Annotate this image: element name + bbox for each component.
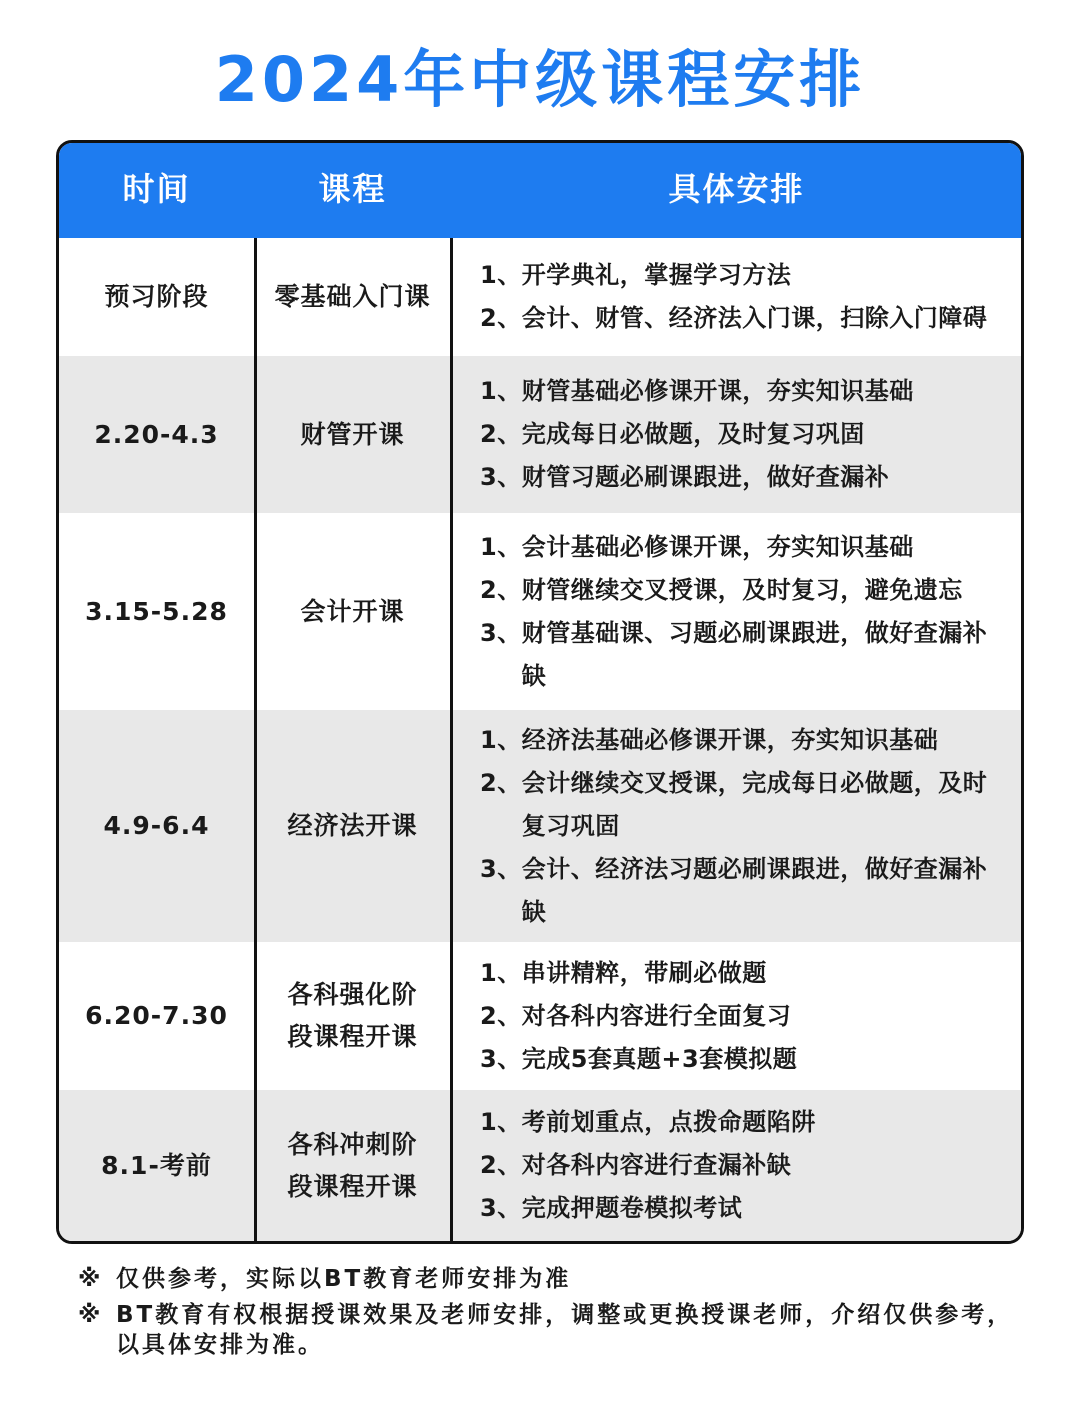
- item-number: 1、: [480, 958, 522, 987]
- header-course: 课程: [318, 170, 387, 208]
- column-divider: [254, 238, 257, 1241]
- course-cell: [256, 1090, 449, 1241]
- table-row: [59, 513, 1021, 710]
- item-number: 1、: [480, 1108, 522, 1136]
- list-item: [480, 762, 1002, 848]
- item-number: 3、: [480, 618, 522, 647]
- item-text: 开学典礼，掌握学习方法: [521, 261, 792, 289]
- list-item: [480, 413, 1002, 456]
- list-item: [480, 612, 1002, 698]
- list-item: [480, 848, 1002, 934]
- list-item: [480, 995, 1002, 1038]
- course-cell: 经济法开课: [287, 811, 418, 840]
- item-number: 2、: [480, 304, 522, 332]
- list-item: [480, 1038, 1002, 1081]
- item-number: 1、: [480, 261, 522, 289]
- item-text: 会计继续交叉授课，完成每日必做题，及时复习巩固: [521, 768, 988, 840]
- item-number: 1、: [480, 377, 522, 405]
- item-text: 财管继续交叉授课，及时复习，避免遗忘: [521, 575, 963, 604]
- table-row: [59, 942, 1021, 1090]
- list-item: [480, 952, 1002, 995]
- header-arrangement: 具体安排: [668, 170, 805, 208]
- item-text: 会计基础必修课开课，夯实知识基础: [521, 532, 914, 561]
- time-cell: 8.1-考前: [101, 1150, 212, 1180]
- table-header: [59, 143, 1021, 238]
- list-item: [480, 1144, 1002, 1187]
- header-time: 时间: [122, 170, 191, 208]
- item-text: 完成押题卷模拟考试: [521, 1194, 743, 1222]
- item-text: 完成每日必做题，及时复习巩固: [521, 420, 865, 448]
- item-number: 1、: [480, 725, 522, 754]
- time-cell: 2.20-4.3: [94, 419, 219, 449]
- table-row: [59, 710, 1021, 942]
- time-cell: 6.20-7.30: [85, 1001, 228, 1030]
- item-text: 考前划重点，点拨命题陷阱: [521, 1108, 816, 1136]
- table-row: [59, 356, 1021, 513]
- item-text: 会计、经济法习题必刷课跟进，做好查漏补缺: [521, 854, 988, 926]
- list-item: [480, 719, 1002, 762]
- item-number: 3、: [480, 1194, 522, 1222]
- item-text: 对各科内容进行查漏补缺: [521, 1151, 792, 1179]
- table-row: [59, 238, 1021, 356]
- item-number: 1、: [480, 532, 522, 561]
- page-title: 2024年中级课程安排: [214, 43, 866, 116]
- list-item: [480, 456, 1002, 499]
- reference-mark: ※: [78, 1302, 104, 1328]
- item-number: 2、: [480, 768, 522, 797]
- item-number: 2、: [480, 575, 522, 604]
- course-cell: 会计开课: [300, 596, 405, 626]
- list-item: [480, 370, 1002, 413]
- course-cell: 财管开课: [300, 419, 405, 449]
- item-number: 2、: [480, 1001, 522, 1030]
- item-text: 串讲精粹，带刷必做题: [521, 958, 767, 987]
- item-text: 完成5套真题+3套模拟题: [521, 1044, 798, 1073]
- arrangement-cell: [452, 356, 1021, 513]
- course-text: 各科强化阶段课程开课: [287, 980, 418, 1051]
- item-text: 财管基础必修课开课，夯实知识基础: [521, 377, 914, 405]
- list-item: [480, 1187, 1002, 1230]
- list-item: [480, 1101, 1002, 1144]
- footnote-text: 仅供参考，实际以BT教育老师安排为准: [116, 1266, 572, 1292]
- schedule-table: [56, 140, 1024, 1244]
- item-text: 财管习题必刷课跟进，做好查漏补: [521, 463, 890, 491]
- arrangement-cell: [452, 710, 1021, 942]
- arrangement-cell: [452, 942, 1021, 1090]
- table-row: [59, 1090, 1021, 1241]
- item-number: 2、: [480, 1151, 522, 1179]
- time-cell: 预习阶段: [104, 282, 209, 311]
- item-number: 2、: [480, 420, 522, 448]
- footnote: [78, 1300, 1018, 1360]
- list-item: [480, 254, 1002, 297]
- reference-mark: ※: [78, 1266, 104, 1292]
- list-item: [480, 297, 1002, 340]
- column-divider: [450, 238, 453, 1241]
- course-cell: [256, 942, 449, 1090]
- course-cell: 零基础入门课: [274, 282, 431, 311]
- footnote: [78, 1264, 1018, 1294]
- item-text: 经济法基础必修课开课，夯实知识基础: [521, 725, 939, 754]
- item-text: 财管基础课、习题必刷课跟进，做好查漏补缺: [521, 618, 988, 690]
- item-text: 会计、财管、经济法入门课，扫除入门障碍: [521, 304, 988, 332]
- item-number: 3、: [480, 854, 522, 883]
- item-number: 3、: [480, 1044, 522, 1073]
- arrangement-cell: [452, 513, 1021, 710]
- course-text: 各科冲刺阶段课程开课: [287, 1129, 418, 1201]
- item-number: 3、: [480, 463, 522, 491]
- footnote-text: BT教育有权根据授课效果及老师安排，调整或更换授课老师，介绍仅供参考，以具体安排为准。: [116, 1302, 1014, 1358]
- list-item: [480, 569, 1002, 612]
- footnotes: [78, 1264, 1018, 1366]
- time-cell: 4.9-6.4: [103, 811, 210, 840]
- time-cell: 3.15-5.28: [85, 596, 228, 626]
- item-text: 对各科内容进行全面复习: [521, 1001, 792, 1030]
- arrangement-cell: [452, 238, 1021, 356]
- arrangement-cell: [452, 1090, 1021, 1241]
- list-item: [480, 526, 1002, 569]
